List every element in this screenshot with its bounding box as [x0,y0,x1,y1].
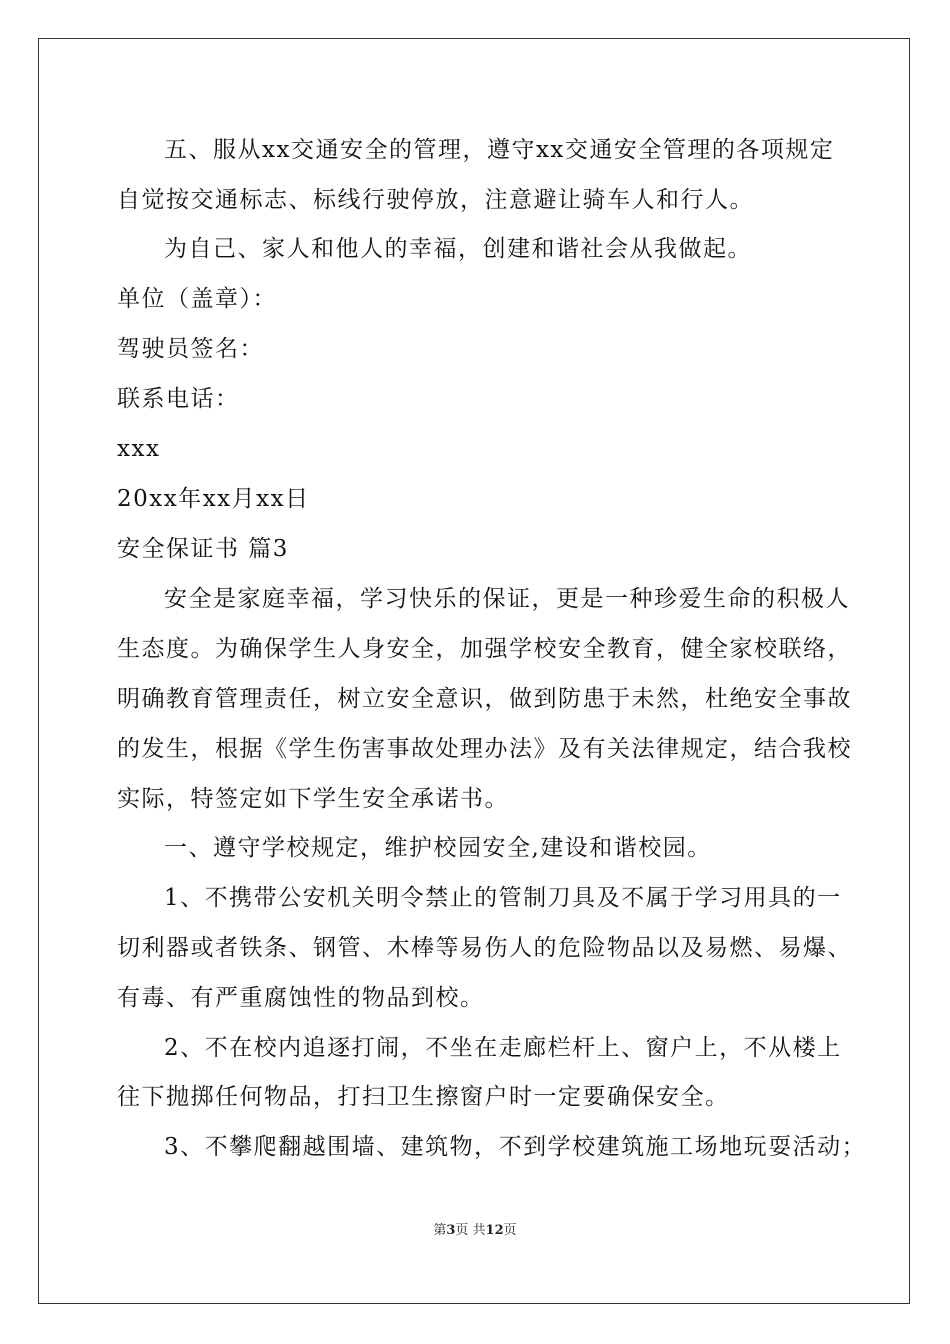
paragraph-line: 自觉按交通标志、标线行驶停放，注意避让骑车人和行人。 [117,187,754,213]
paragraph-line: 的发生，根据《学生伤害事故处理办法》及有关法律规定，结合我校 [117,736,852,762]
footer-page-number: 3 [446,1223,456,1238]
paragraph-line: 1、不携带公安机关明令禁止的管制刀具及不属于学习用具的一 [164,885,842,911]
date-line: 20xx年xx月xx日 [117,486,310,512]
section-title: 安全保证书 篇3 [117,536,289,562]
paragraph-line: 一、遵守学校规定，维护校园安全,建设和谐校园。 [164,835,712,861]
paragraph-line: 实际，特签定如下学生安全承诺书。 [117,786,509,812]
paragraph-line: 为自己、家人和他人的幸福，创建和谐社会从我做起。 [164,236,752,262]
paragraph-line: 切利器或者铁条、钢管、木棒等易伤人的危险物品以及易燃、易爆、 [117,935,852,961]
paragraph-line: 2、不在校内追逐打闹，不坐在走廊栏杆上、窗户上，不从楼上 [164,1035,842,1061]
driver-signature-label: 驾驶员签名： [117,336,264,362]
paragraph-line: 五、服从xx交通安全的管理，遵守xx交通安全管理的各项规定 [164,137,835,163]
paragraph-line: 3、不攀爬翻越围墙、建筑物，不到学校建筑施工场地玩耍活动； [164,1134,867,1160]
footer-mid: 页 共 [455,1223,486,1238]
footer-prefix: 第 [433,1223,447,1238]
paragraph-line: 生态度。为确保学生人身安全，加强学校安全教育，健全家校联络， [117,636,852,662]
unit-seal-label: 单位（盖章）： [117,286,277,312]
footer-total-pages: 12 [485,1223,504,1238]
footer-suffix: 页 [503,1223,517,1238]
paragraph-line: 有毒、有严重腐蚀性的物品到校。 [117,985,485,1011]
paragraph-line: 往下抛掷任何物品，打扫卫生擦窗户时一定要确保安全。 [117,1084,730,1110]
signer-name: xxx [117,436,161,462]
page-border [38,38,910,1304]
paragraph-line: 安全是家庭幸福，学习快乐的保证，更是一种珍爱生命的积极人 [164,586,850,612]
contact-phone-label: 联系电话： [117,386,240,412]
paragraph-line: 明确教育管理责任，树立安全意识，做到防患于未然，杜绝安全事故 [117,686,852,712]
page-footer [0,1219,950,1238]
